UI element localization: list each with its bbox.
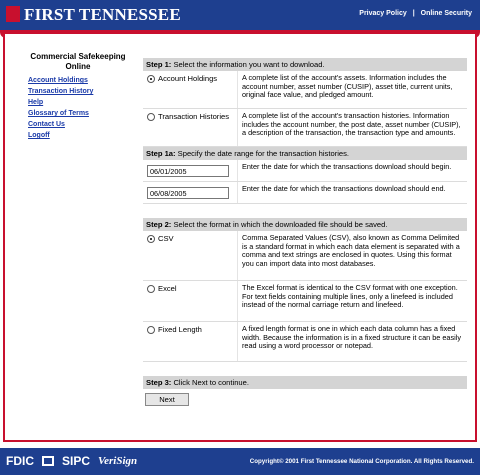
section-spacer — [143, 204, 467, 218]
bank-logo[interactable] — [6, 5, 181, 25]
option-description: A complete list of the account's assets. Information includes the account number, asset number (CUSIP), asset title, current units, original face value, and pledged amount. — [237, 71, 467, 108]
begin-date-input[interactable] — [147, 165, 229, 177]
step1-header — [143, 58, 467, 71]
account-holdings-option[interactable] — [143, 71, 237, 108]
option-label: Excel — [158, 284, 177, 293]
privacy-policy-link[interactable]: Privacy Policy — [359, 10, 407, 17]
begin-date-cell — [143, 160, 237, 181]
section-spacer — [143, 362, 467, 376]
option-label: Fixed Length — [158, 325, 202, 334]
sidebar-item-glossary[interactable]: Glossary of Terms — [28, 110, 89, 117]
step1-number: Step 1: — [146, 60, 172, 69]
radio-csv[interactable] — [147, 235, 155, 243]
end-date-input[interactable] — [147, 187, 229, 199]
transaction-histories-option[interactable] — [143, 109, 237, 146]
format-row — [143, 281, 467, 322]
top-banner — [0, 0, 480, 30]
step1a-number: Step 1a: — [146, 149, 176, 158]
footer — [0, 448, 480, 475]
radio-transaction-histories[interactable] — [147, 113, 155, 121]
date-row — [143, 182, 467, 204]
sidebar-item-contact-us[interactable]: Contact Us — [28, 121, 65, 128]
logo-mark-icon — [6, 6, 20, 22]
radio-excel[interactable] — [147, 285, 155, 293]
copyright-text: Copyright© 2001 First Tennessee National Corporation. All Rights Reserved. — [249, 458, 474, 465]
format-row — [143, 322, 467, 362]
download-form — [143, 58, 467, 410]
sidebar-item-transaction-history[interactable]: Transaction History — [28, 88, 94, 95]
end-date-cell — [143, 182, 237, 203]
equal-housing-icon — [42, 456, 54, 466]
option-label: CSV — [158, 234, 174, 243]
step1-text: Select the information you want to download. — [171, 60, 325, 69]
format-row — [143, 231, 467, 281]
end-date-description: Enter the date for which the transactions download should end. — [237, 182, 467, 203]
csv-option[interactable] — [143, 231, 237, 280]
footer-badges — [6, 454, 137, 468]
step1a-header — [143, 147, 467, 160]
option-row — [143, 109, 467, 147]
button-row — [143, 389, 467, 410]
sidebar-title: Commercial Safekeeping Online — [30, 52, 126, 71]
option-row — [143, 71, 467, 109]
sidebar-item-logoff[interactable]: Logoff — [28, 132, 50, 139]
step3-text: Click Next to continue. — [171, 378, 249, 387]
radio-account-holdings[interactable] — [147, 75, 155, 83]
sipc-logo: SIPC — [62, 454, 91, 468]
step3-number: Step 3: — [146, 378, 172, 387]
date-row — [143, 160, 467, 182]
step1a-text: Specify the date range for the transaction histories. — [175, 149, 350, 158]
step2-text: Select the format in which the downloaded file should be saved. — [171, 220, 388, 229]
link-separator: | — [412, 10, 415, 17]
step2-header — [143, 218, 467, 231]
step3-header — [143, 376, 467, 389]
excel-option[interactable] — [143, 281, 237, 321]
sidebar-item-help[interactable]: Help — [28, 99, 44, 106]
fixed-length-option[interactable] — [143, 322, 237, 361]
step2-number: Step 2: — [146, 220, 172, 229]
sidebar — [28, 52, 128, 141]
format-description: Comma Separated Values (CSV), also known as Comma Delimited is a standard format in which each data element is separated with a comma and text strings are enclosed in quotes. Using this format you can import data into most databases. — [237, 231, 467, 280]
top-links — [359, 10, 472, 17]
option-description: A complete list of the account's transaction histories. Information includes the account number, the post date, asset number (CUSIP), a description of the transaction, the transaction type and amounts. — [237, 109, 467, 146]
format-description: The Excel format is identical to the CSV format with one exception. For text fields containing multiple lines, only a linefeed is included instead of the normal carriage return and linefeed. — [237, 281, 467, 321]
sidebar-item-account-holdings[interactable]: Account Holdings — [28, 77, 88, 84]
fdic-logo: FDIC — [6, 454, 34, 468]
online-security-link[interactable]: Online Security — [420, 10, 472, 17]
next-button[interactable]: Next — [145, 393, 189, 406]
option-label: Transaction Histories — [158, 112, 230, 121]
format-description: A fixed length format is one in which each data column has a fixed width. Because the information is in a fixed structure it can be easily read using a word processor or notepad. — [237, 322, 467, 361]
begin-date-description: Enter the date for which the transactions download should begin. — [237, 160, 467, 181]
verisign-logo: VeriSign — [98, 455, 138, 467]
radio-fixed-length[interactable] — [147, 326, 155, 334]
option-label: Account Holdings — [158, 74, 218, 83]
logo-text: FIRST TENNESSEE — [24, 5, 181, 24]
